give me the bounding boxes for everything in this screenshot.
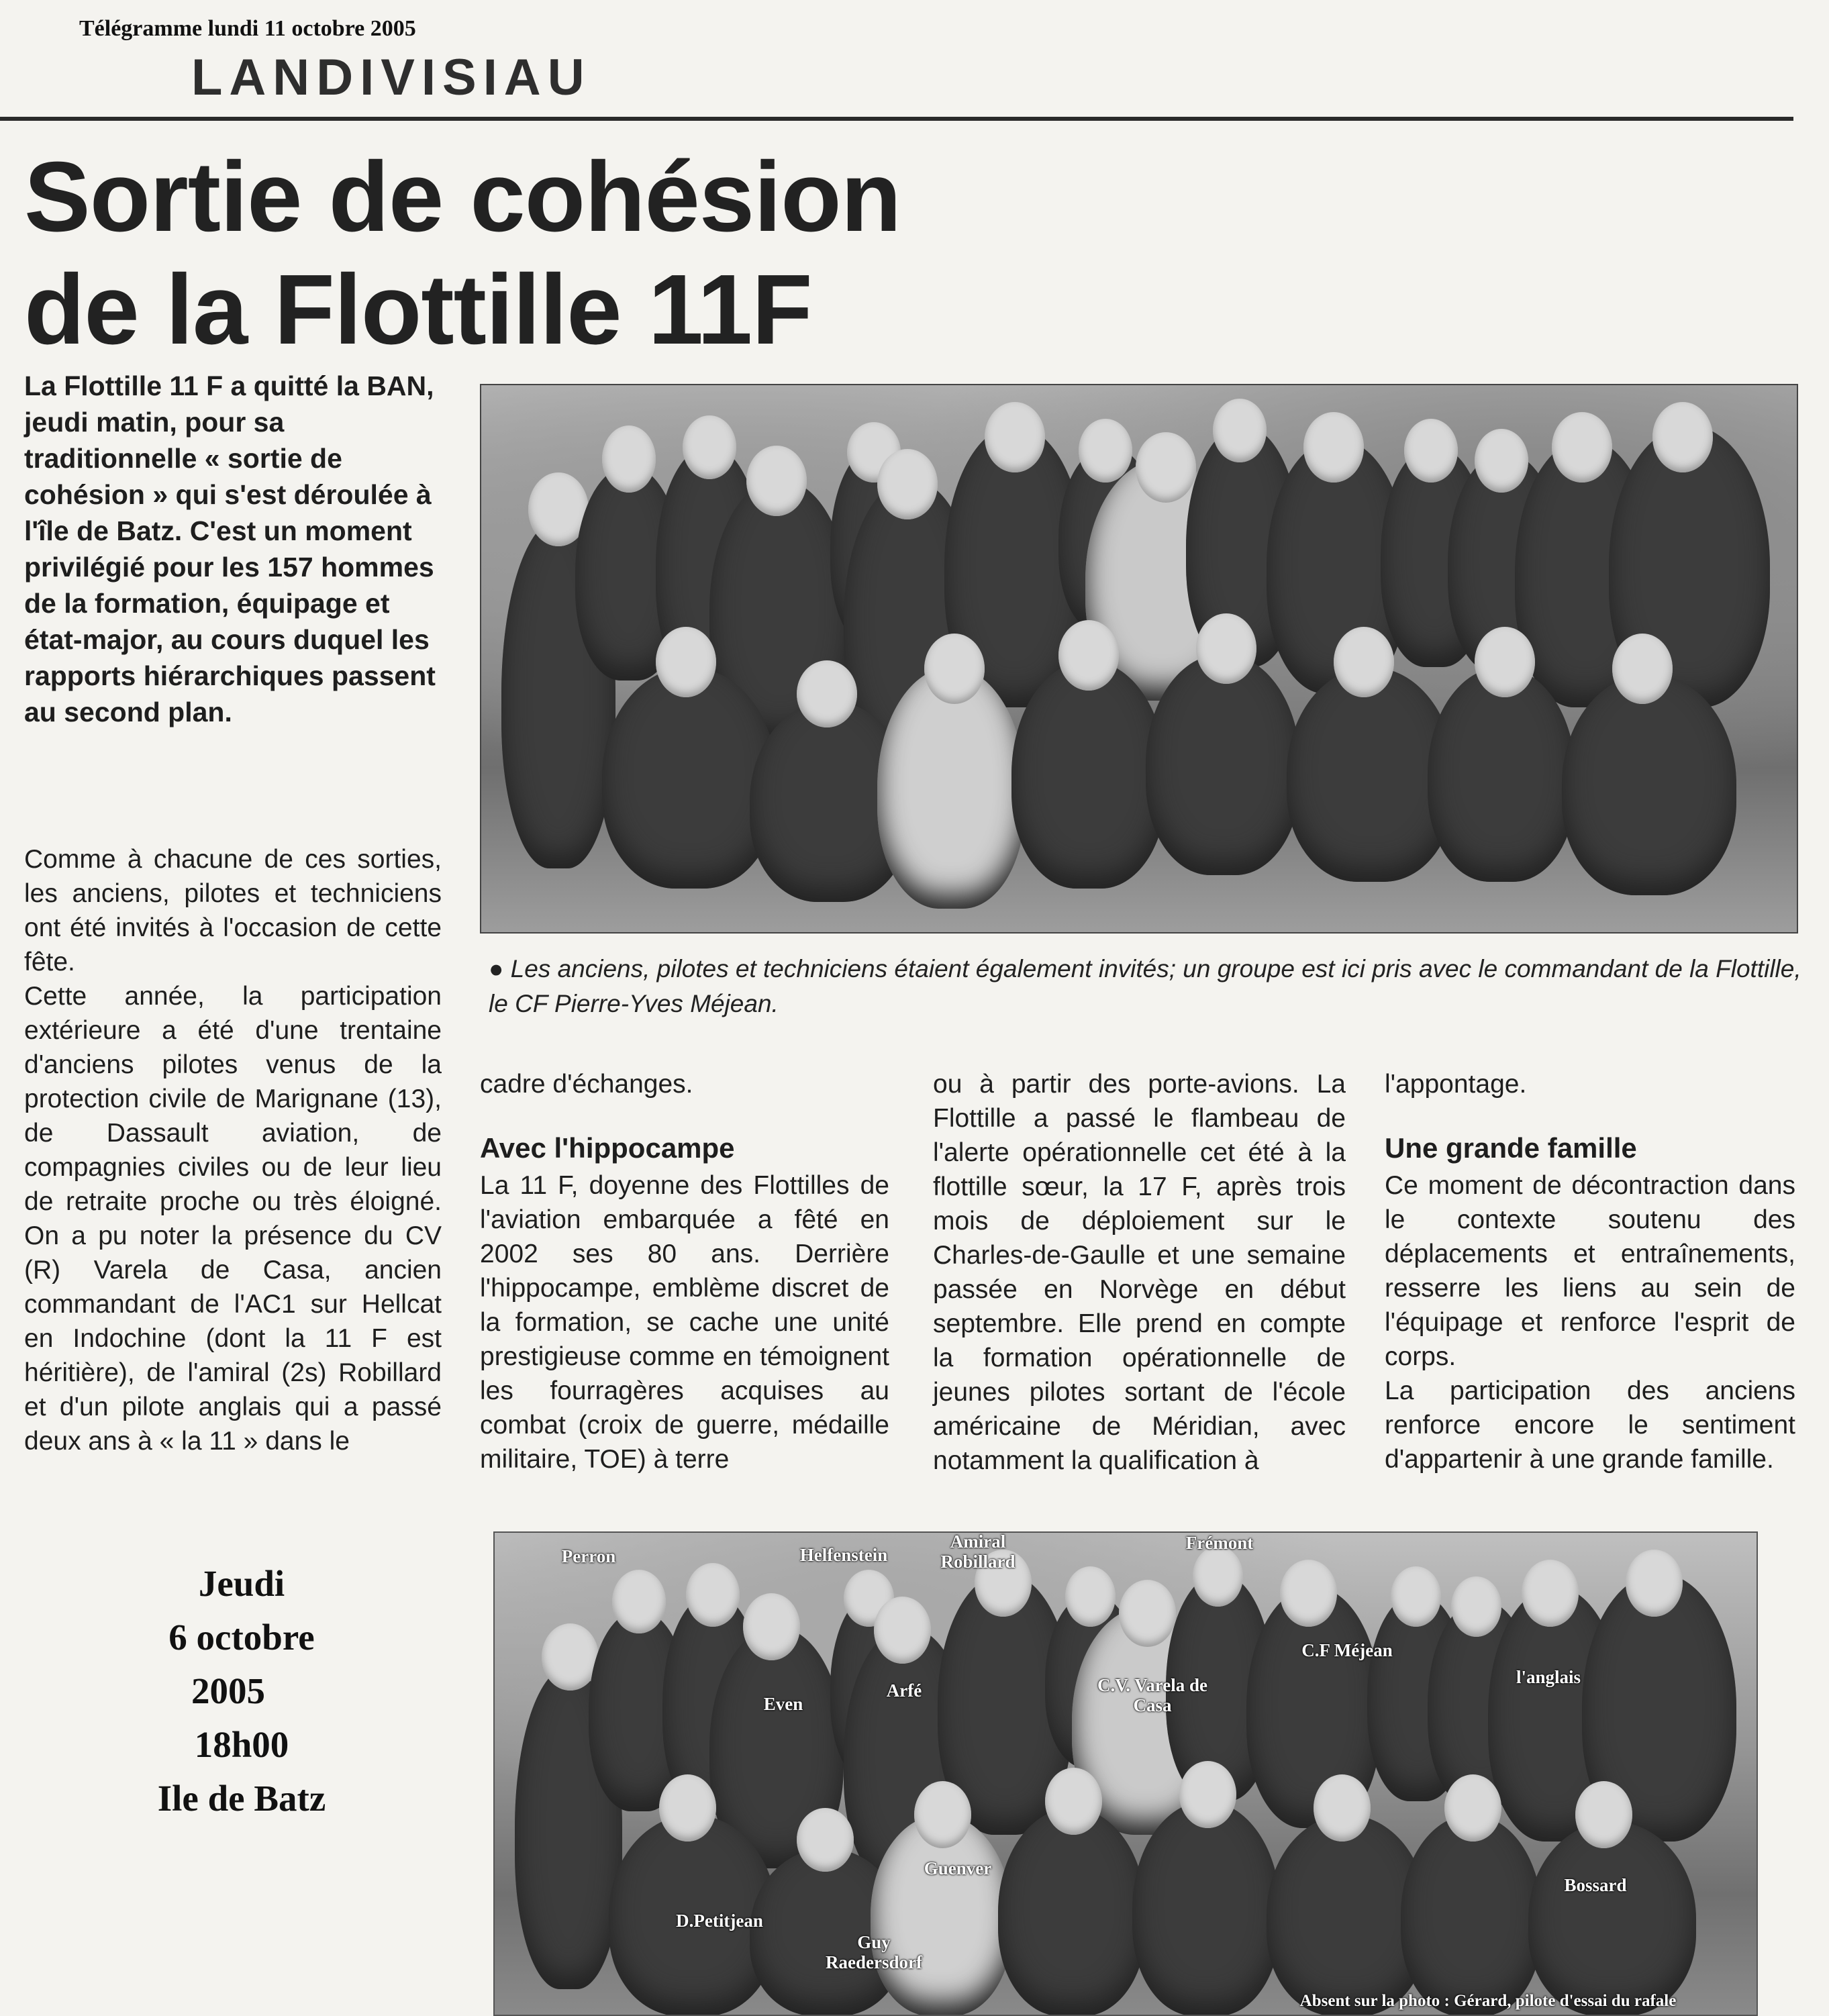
date-line: Ile de Batz (157, 1778, 326, 1819)
date-line: 6 octobre (168, 1617, 315, 1658)
group-photo (480, 384, 1798, 934)
paragraph: La 11 F, doyenne des Flottilles de l'aviation embarquée a fêté en 2002 ses 80 ans. Derrière l'hippocampe, emblème discret de la formation, se cache une unité prestigieuse comme en témoignent les fourragères acquises au combat (croix de guerre, médaille militaire, TOE) à terre (480, 1171, 889, 1474)
label-perron: Perron (561, 1546, 616, 1566)
paragraph: ou à partir des porte-avions. La Flottille a passé le flambeau de l'alerte opérationnelle cet été à la flottille sœur, la 17 F, après trois mois de déploiement sur le Charles-de-Gaulle et une semaine passée en Norvège en début septembre. Elle prend en compte la formation opérationnelle de jeunes pilotes sortant de l'école américaine de Méridian, avec notamment la qualification à (933, 1070, 1346, 1475)
paragraph: Cette année, la participation extérieure a été d'une trentaine d'anciens pilotes venus de la protection civile de Marignane (13), de Dassault aviation, de compagnies civiles ou de leur lieu de retraite proche ou très éloigné. On a pu noter la présence du CV (R) Varela de Casa, ancien commandant de l'AC1 sur Hellcat en Indochine (dont la 11 F est héritière), de l'amiral (2s) Robillard et d'un pilote anglais qui a passé deux ans à « la 11 » dans le (24, 982, 442, 1456)
paragraph: Comme à chacune de ces sorties, les anciens, pilotes et techniciens ont été invités à l'occasion de cette fête. (24, 845, 442, 976)
label-arfe: Arfé (886, 1680, 922, 1701)
article-column-2 (480, 1067, 889, 1476)
article-column-3 (933, 1067, 1346, 1478)
label-helfenstein: Helfenstein (799, 1545, 888, 1565)
newspaper-date-header: Télégramme lundi 11 octobre 2005 (79, 16, 416, 41)
paragraph: cadre d'échanges. (480, 1070, 693, 1099)
paragraph: La participation des anciens renforce encore le sentiment d'appartenir à une grande famille. (1385, 1376, 1795, 1474)
article-column-4 (1385, 1067, 1795, 1476)
label-l-anglais: l'anglais (1516, 1667, 1581, 1687)
label-bossard: Bossard (1564, 1875, 1627, 1895)
label-d-petitjean: D.Petitjean (676, 1911, 763, 1931)
subheading: Une grande famille (1385, 1132, 1637, 1164)
article-column-1 (24, 842, 442, 1458)
date-line: Jeudi (198, 1563, 285, 1604)
absent-note: Absent sur la photo : Gérard, pilote d'essai du rafale (1299, 1992, 1677, 2010)
label-guy-raedersdorf: Guy Raedersdorf (826, 1932, 922, 1972)
label-amiral-robillard: Amiral Robillard (940, 1531, 1016, 1572)
label-cv-varela-de-casa: C.V. Varela de Casa (1097, 1675, 1208, 1715)
article-lead: La Flottille 11 F a quitté la BAN, jeudi matin, pour sa traditionnelle « sortie de cohésion » qui s'est déroulée à l'île de Batz. C'est un moment privilégié pour les 157 hommes de la formation, équipage et état-major, au cours duquel les rapports hiérarchiques passent au second plan. (24, 370, 436, 727)
label-cf-mejean: C.F Méjean (1301, 1640, 1393, 1660)
date-line: 2005 (191, 1670, 265, 1711)
annotated-group-photo (493, 1531, 1758, 2016)
date-line: 18h00 (194, 1724, 289, 1765)
event-date-block (101, 1557, 383, 1825)
photo-caption: ● Les anciens, pilotes et techniciens étaient également invités; un groupe est ici pris avec le commandant de la Flottille, le CF Pierre-Yves Méjean. (489, 955, 1801, 1017)
article-headline (24, 141, 1098, 366)
label-guenver: Guenver (924, 1858, 992, 1878)
paragraph: l'appontage. (1385, 1070, 1527, 1099)
headline-line-1: Sortie de cohésion (24, 142, 901, 252)
subheading: Avec l'hippocampe (480, 1132, 735, 1164)
label-even: Even (763, 1694, 803, 1714)
paragraph: Ce moment de décontraction dans le contexte soutenu des déplacements et entraînements, resserre les liens au sein de l'équipage et renforce l'esprit de corps. (1385, 1171, 1795, 1371)
headline-line-2: de la Flottille 11F (24, 254, 812, 365)
section-title: LANDIVISIAU (191, 49, 591, 106)
label-fremont: Frémont (1185, 1533, 1254, 1553)
